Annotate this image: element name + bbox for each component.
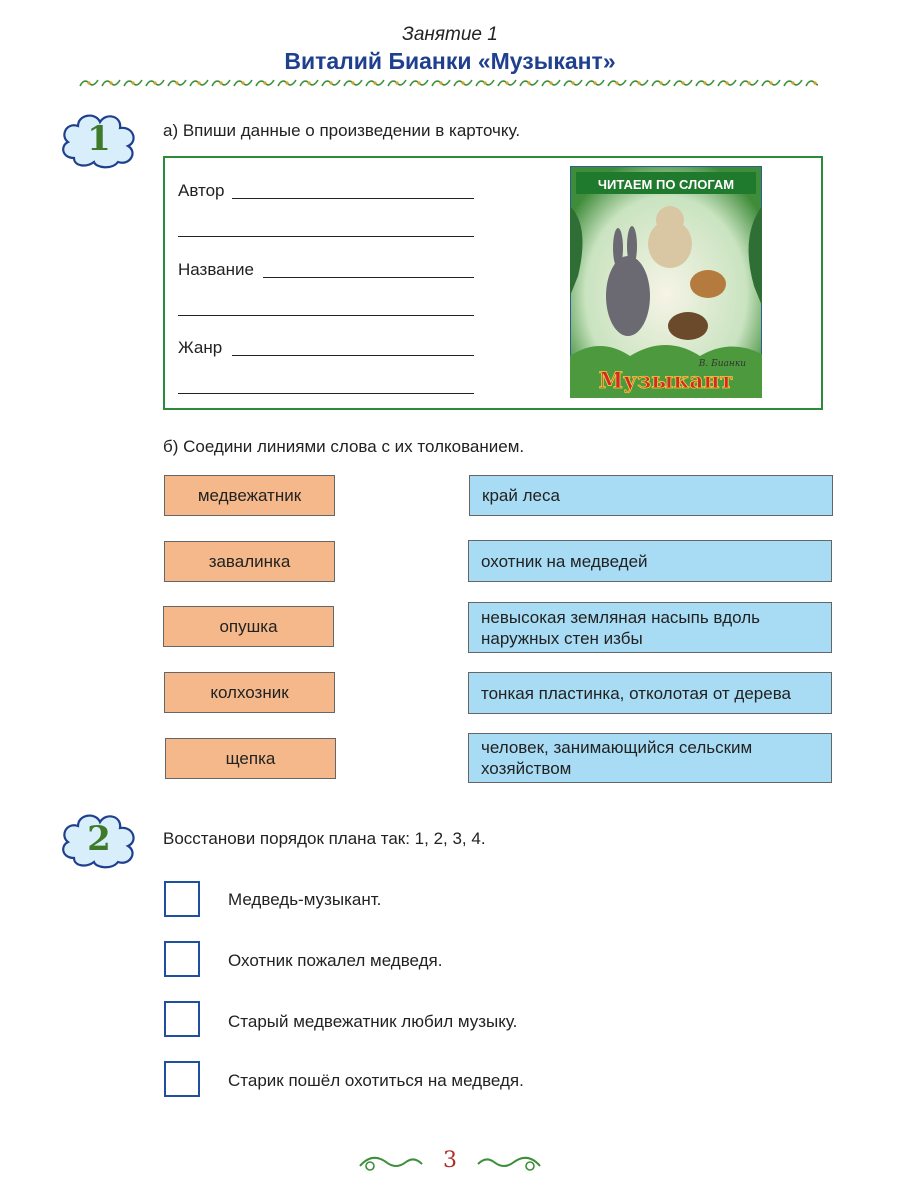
- order-checkbox[interactable]: [164, 1001, 200, 1037]
- definition-card[interactable]: невысокая земляная насыпь вдоль наружных стен избы: [468, 602, 832, 653]
- definition-card[interactable]: охотник на медведей: [468, 540, 832, 582]
- title-label: Название: [178, 260, 254, 279]
- genre-line-1[interactable]: [232, 355, 474, 356]
- title-line-1[interactable]: [263, 277, 474, 278]
- order-checkbox[interactable]: [164, 941, 200, 977]
- word-card[interactable]: опушка: [163, 606, 334, 647]
- author-label: Автор: [178, 181, 225, 200]
- task-1-badge: [56, 106, 142, 172]
- plan-item: Старый медвежатник любил музыку.: [228, 1012, 518, 1031]
- lesson-label: Занятие 1: [402, 24, 498, 45]
- plan-item: Медведь-музыкант.: [228, 890, 382, 909]
- task-1b-instruction: б) Соедини линиями слова с их толкованием.: [163, 437, 525, 456]
- ornament-divider: [78, 74, 818, 92]
- task-2-badge: [56, 806, 142, 872]
- word-card[interactable]: колхозник: [164, 672, 335, 713]
- genre-label: Жанр: [178, 338, 223, 357]
- book-cover-image: [570, 166, 762, 398]
- author-line-1[interactable]: [232, 198, 474, 199]
- word-card[interactable]: щепка: [165, 738, 336, 779]
- page-title: Виталий Бианки «Музыкант»: [284, 48, 616, 74]
- task-1-number: 1: [87, 119, 111, 159]
- word-card[interactable]: медвежатник: [164, 475, 335, 516]
- order-checkbox[interactable]: [164, 881, 200, 917]
- task-1a-instruction: а) Впиши данные о произведении в карточку.: [163, 121, 521, 140]
- author-line-2[interactable]: [178, 236, 474, 237]
- cover-series-text: ЧИТАЕМ ПО СЛОГАМ: [597, 177, 735, 192]
- plan-item: Охотник пожалел медведя.: [228, 951, 443, 970]
- title-line-2[interactable]: [178, 315, 474, 316]
- cover-title-text: Музыкант: [598, 368, 734, 394]
- task-2-number: 2: [87, 819, 111, 859]
- cover-author-text: В. Бианки: [698, 359, 746, 369]
- order-checkbox[interactable]: [164, 1061, 200, 1097]
- plan-item: Старик пошёл охотиться на медведя.: [228, 1071, 524, 1090]
- definition-card[interactable]: человек, занимающийся сельским хозяйством: [468, 733, 832, 783]
- task-2-instruction: Восстанови порядок плана так: 1, 2, 3, 4.: [163, 829, 486, 848]
- word-card[interactable]: завалинка: [164, 541, 335, 582]
- genre-line-2[interactable]: [178, 393, 474, 394]
- page-number: 3: [443, 1148, 457, 1173]
- definition-card[interactable]: тонкая пластинка, отколотая от дерева: [468, 672, 832, 714]
- definition-card[interactable]: край леса: [469, 475, 833, 516]
